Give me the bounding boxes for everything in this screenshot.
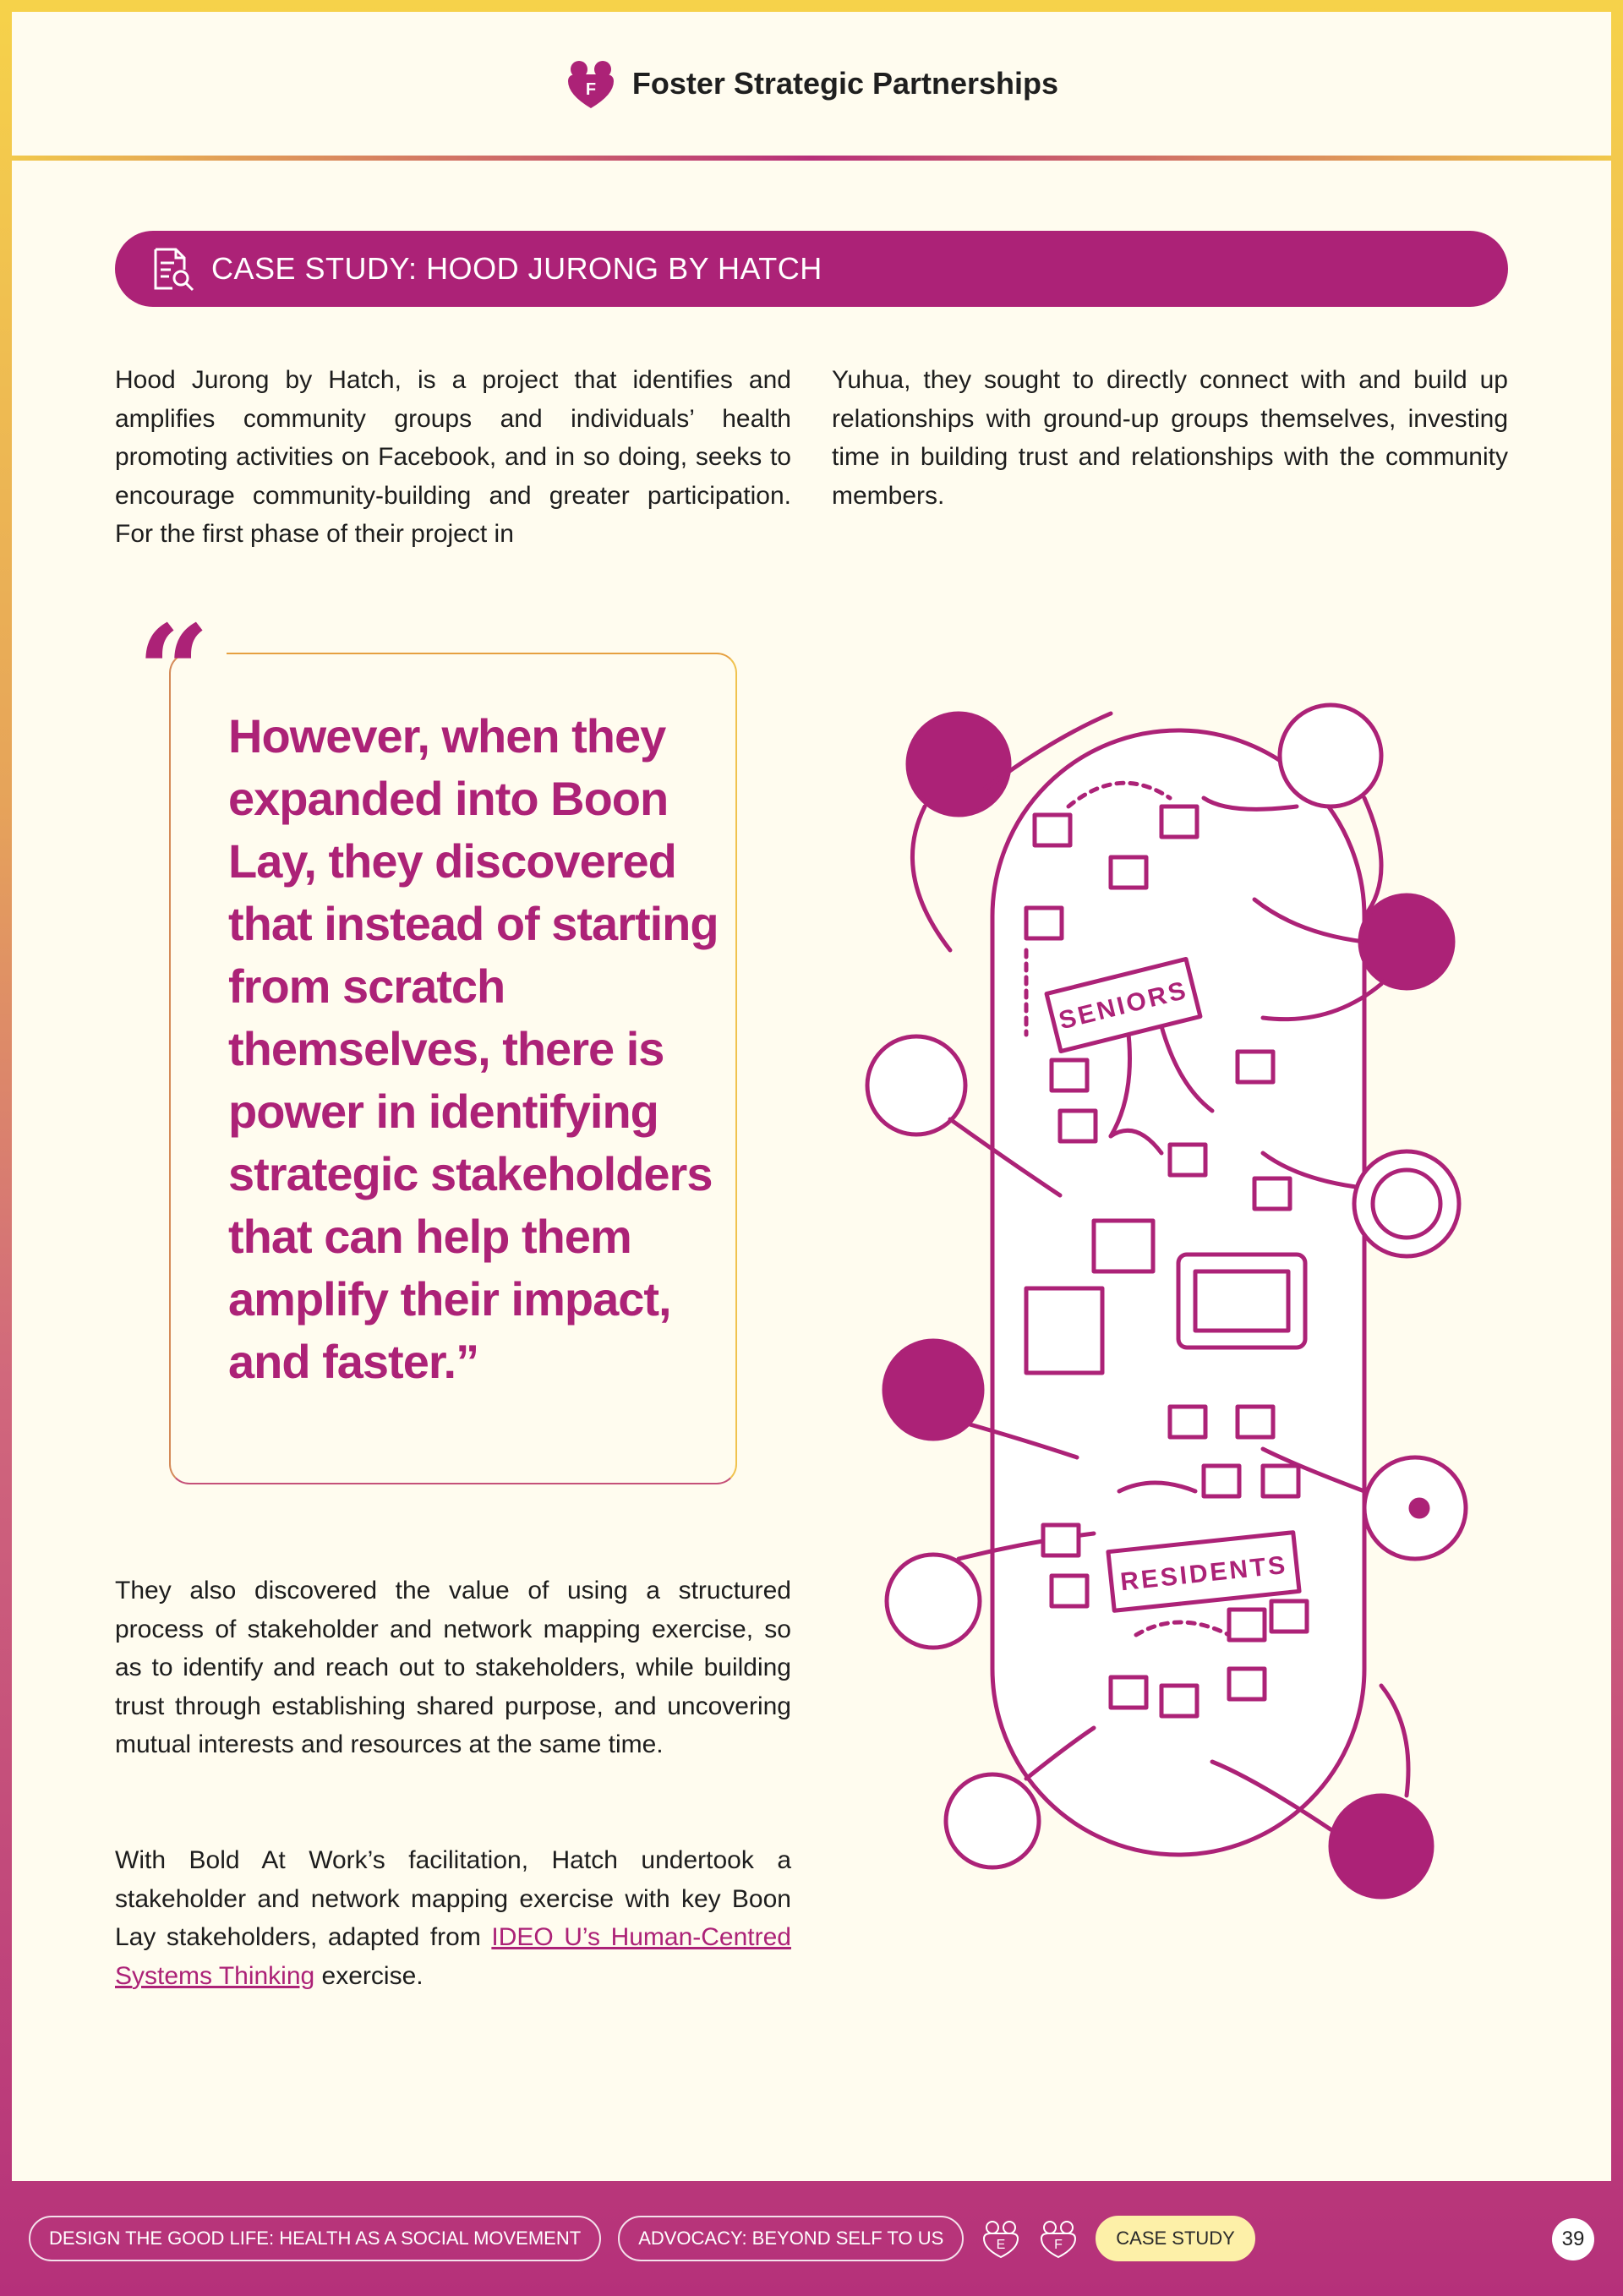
svg-text:E: E [996,2238,1006,2252]
svg-text:F: F [585,80,597,99]
seniors-label: SENIORS [1056,976,1191,1036]
body-paragraph-2-end: exercise. [314,1961,424,1990]
page-header [12,12,1611,161]
body-paragraph-2 [115,1841,791,1995]
document-search-icon [147,244,196,293]
intro-text-right: Yuhua, they sought to directly connect with and build up relationships with ground-up groups themselves, investing time in building trust and relationships with the community members. [832,366,1508,510]
ideo-u-link[interactable]: IDEO U’s Human-Centred Systems Thinking [115,1923,791,1990]
residents-label: RESIDENTS [1118,1550,1289,1597]
page [12,12,1611,2181]
section-title: Foster Strategic Partnerships [631,66,1059,101]
case-study-banner [115,231,1508,307]
page-footer [0,2181,1623,2296]
banner-title: CASE STUDY: HOOD JURONG BY HATCH [211,251,822,286]
pull-quote-text: However, when they expanded into Boon Lay, they discovered that instead of starting from scratch themselves, there is power in identifying strategic stakeholders that can help them amplify their impact, and faster.” [228,709,719,1388]
intro-text-left: Hood Jurong by Hatch, is a project that identifies and amplifies community groups and individuals’ health promoting activities on Facebook, and in so doing, seeks to encourage community-building and greater participation. For the first phase of their project in [115,366,791,548]
heart-f-icon[interactable] [1038,2218,1079,2259]
quote-mark-icon: “ [137,598,210,746]
svg-text:F: F [1054,2238,1063,2252]
footer-nav-advocacy[interactable]: ADVOCACY: BEYOND SELF TO US [618,2216,964,2261]
page-number: 39 [1552,2218,1594,2260]
heart-e-icon[interactable] [981,2218,1021,2259]
footer-nav-design-good-life[interactable]: DESIGN THE GOOD LIFE: HEALTH AS A SOCIAL MOVEMENT [29,2216,601,2261]
body-paragraph-2-text: With Bold At Work’s facilitation, Hatch undertook a stakeholder and network mapping exercise with key Boon Lay stakeholders, adapted from [115,1846,791,1951]
heart-logo-icon [565,57,617,110]
body-paragraph-1: They also discovered the value of using a structured process of stakeholder and network mapping exercise, so as to identify and reach out to stakeholders, while building trust through establishing shared purpose, and uncovering mutual interests and resources at the same time. [115,1577,791,1758]
footer-nav-case-study[interactable]: CASE STUDY [1096,2216,1255,2261]
stakeholder-mapping-illustration [857,663,1500,1922]
